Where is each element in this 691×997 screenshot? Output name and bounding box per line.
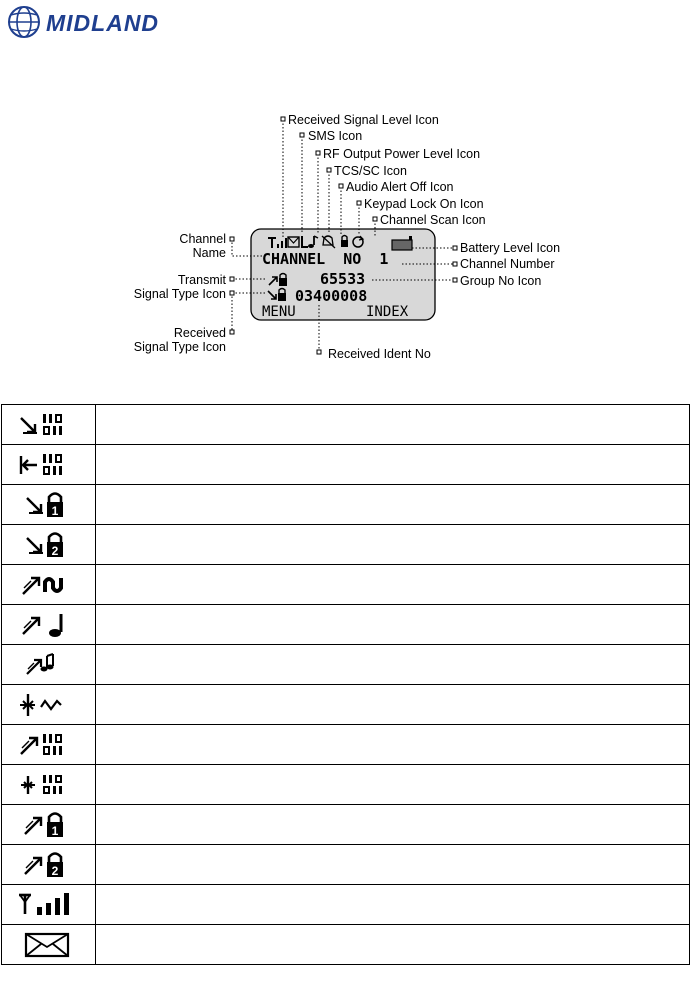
row-description (95, 645, 689, 685)
callout-audio-alert-off: Audio Alert Off Icon (346, 180, 454, 194)
bar-arrows-wave-icon (2, 685, 96, 725)
callout-channel-name-2: Name (192, 246, 226, 260)
table-row (2, 605, 690, 645)
lcd-battery-icon (392, 240, 412, 250)
table-row (2, 445, 690, 485)
callout-received-ident: Received Ident No (328, 347, 431, 361)
svg-text:1: 1 (52, 503, 59, 518)
table-row (2, 765, 690, 805)
svg-text:2: 2 (52, 543, 59, 558)
transmit-digital-icon (2, 725, 96, 765)
receive-digital-icon (2, 405, 96, 445)
callout-battery-level: Battery Level Icon (460, 241, 561, 255)
icon-table (1, 404, 690, 965)
callout-transmit-2: Signal Type Icon (133, 287, 226, 301)
lcd-line-1: CHANNEL NO 1 (262, 250, 389, 268)
callout-tcs-sc: TCS/SC Icon (334, 164, 407, 178)
receive-arrows-digital-icon (2, 445, 96, 485)
row-description (95, 805, 689, 845)
receive-lock-1-icon (2, 485, 96, 525)
row-description (95, 565, 689, 605)
row-description (95, 605, 689, 645)
callout-keypad-lock: Keypad Lock On Icon (364, 197, 484, 211)
table-row (2, 925, 690, 965)
table-row (2, 845, 690, 885)
callout-received-signal-level: Received Signal Level Icon (288, 113, 439, 127)
lcd-line-2: 65533 (320, 270, 366, 288)
table-row (2, 685, 690, 725)
receive-lock-2-icon (2, 525, 96, 565)
table-row (2, 645, 690, 685)
lcd-lock-icon (341, 240, 348, 247)
table-row (2, 885, 690, 925)
row-description (95, 445, 689, 485)
row-description (95, 525, 689, 565)
table-row (2, 805, 690, 845)
table-row (2, 405, 690, 445)
transmit-notes-icon (2, 645, 96, 685)
signal-level-icon (2, 885, 96, 925)
transmit-wave-icon (2, 565, 96, 605)
callout-transmit-1: Transmit (177, 273, 226, 287)
row-description (95, 885, 689, 925)
bar-arrows-digital-icon (2, 765, 96, 805)
svg-text:2: 2 (52, 863, 59, 878)
transmit-lock-1-icon (2, 805, 96, 845)
transmit-note-icon (2, 605, 96, 645)
callout-sms: SMS Icon (308, 129, 363, 143)
callout-channel-number: Channel Number (460, 257, 555, 271)
brand-name: MIDLAND (46, 10, 160, 36)
transmit-lock-2-icon (2, 845, 96, 885)
sms-envelope-icon (2, 925, 96, 965)
table-row (2, 485, 690, 525)
row-description (95, 725, 689, 765)
lcd-line-3: 03400008 (295, 287, 368, 305)
row-description (95, 925, 689, 965)
row-description (95, 845, 689, 885)
callout-received-type-1: Received (173, 326, 226, 340)
lcd-diagram (0, 0, 691, 400)
callout-channel-name-1: Channel (179, 232, 226, 246)
table-row (2, 725, 690, 765)
callout-rf-output: RF Output Power Level Icon (323, 147, 481, 161)
lcd-menu-label: MENU (262, 304, 296, 320)
row-description (95, 765, 689, 805)
lcd-receive-lock-icon (278, 293, 286, 301)
table-row (2, 565, 690, 605)
lcd-index-label: INDEX (366, 304, 409, 320)
row-description (95, 685, 689, 725)
table-row (2, 525, 690, 565)
row-description (95, 485, 689, 525)
svg-text:1: 1 (52, 823, 59, 838)
callout-channel-scan: Channel Scan Icon (380, 213, 486, 227)
lcd-transmit-lock-icon (279, 278, 287, 286)
callout-received-type-2: Signal Type Icon (133, 340, 226, 354)
row-description (95, 405, 689, 445)
callout-group-no: Group No Icon (460, 274, 542, 288)
